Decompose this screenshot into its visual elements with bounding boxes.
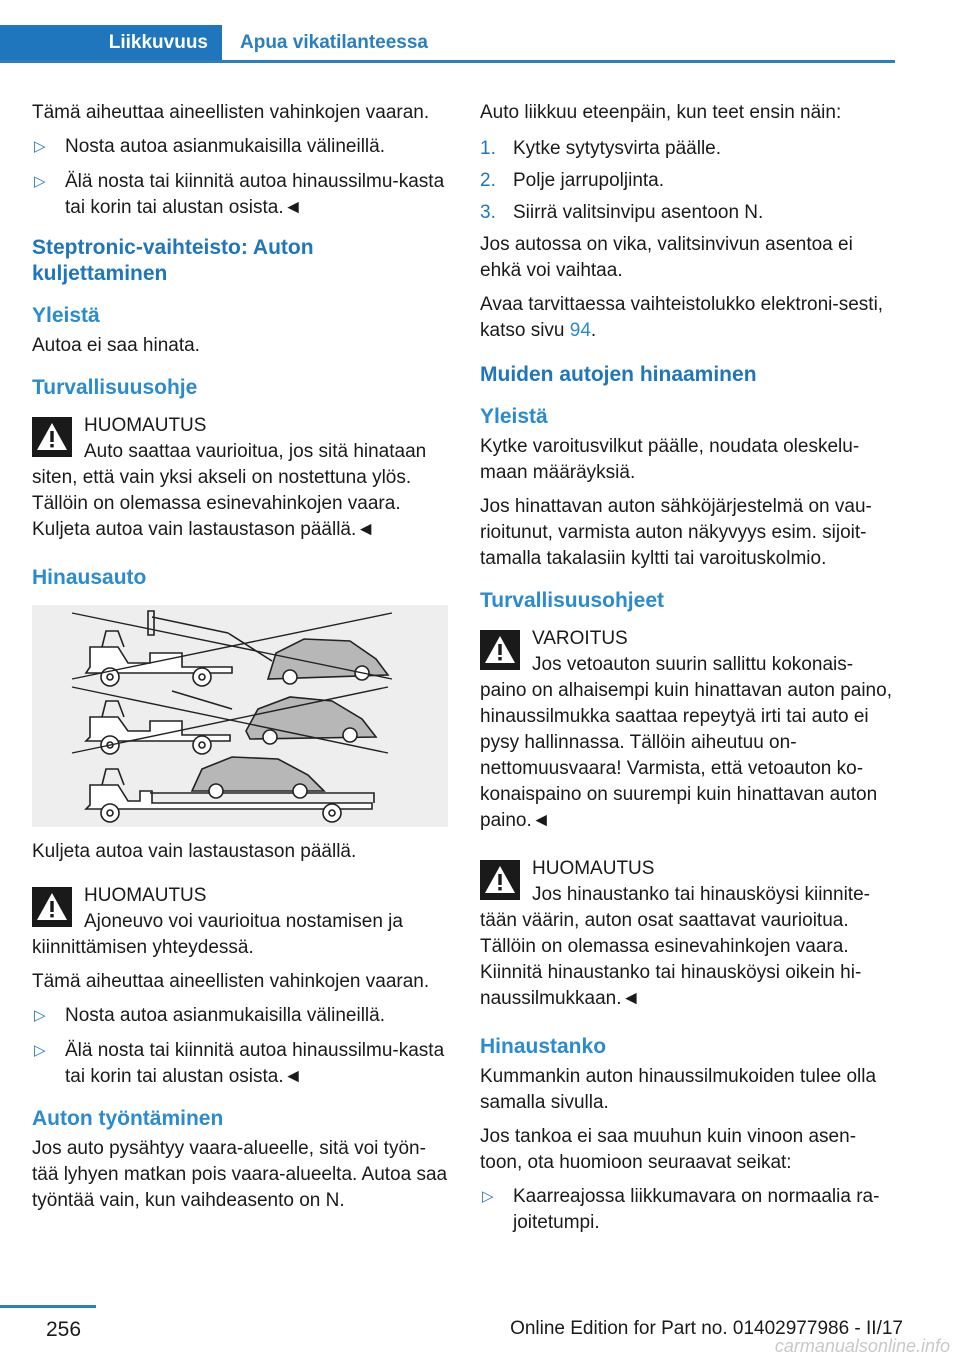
warning-title: VAROITUS (532, 628, 628, 649)
warning-text: tään väärin, auton osat saattavat vaurioitua. Tällöin on olemassa esinevahinkojen vaara. Kiinnitä hinaustanko tai hinausköysi oikein hi-naussilmukkaan.◄ (480, 910, 862, 1009)
section-tab-bar (0, 25, 895, 63)
warning-text: paino on alhaisempi kuin hinattavan auton paino, hinaussilmukka saattaa repeytyä irti tai auto ei pysy hallinnassa. Tällöin aiheutuu on-nettomuusvaara! Varmista, että vetoauton ko-konaispaino on suurempi kuin hinattavan auton paino.◄ (480, 680, 892, 831)
paragraph: Tämä aiheuttaa aineellisten vahinkojen vaaran. (32, 102, 430, 123)
warning-first-line: Jos vetoauton suurin sallittu kokonais- (532, 654, 854, 675)
step-text: Kytke sytytysvirta päälle. (513, 138, 722, 159)
bullet-item (32, 1003, 448, 1029)
section-heading-steptronic: Steptronic-vaihteisto: Auton kuljettaminen (32, 236, 314, 285)
subheading-yleista: Yleistä (480, 405, 548, 428)
warning-triangle-icon (480, 630, 520, 670)
paragraph: Autoa ei saa hinata. (32, 335, 200, 356)
subheading-auton-tyontaminen: Auton työntäminen (32, 1107, 224, 1130)
warning-notice (480, 856, 896, 1012)
footer-rule (0, 1305, 96, 1308)
tab-liikkuvuus[interactable]: Liikkuvuus (0, 25, 222, 60)
paragraph: Jos tankoa ei saa muuhun kuin vinoon asen-toon, ota huomioon seuraavat seikat: (480, 1126, 857, 1173)
bullet-text: Älä nosta tai kiinnitä autoa hinaussilmu-kasta tai korin tai alustan osista.◄ (65, 171, 445, 218)
bullet-item (32, 1038, 448, 1090)
warning-title: HUOMAUTUS (84, 415, 207, 436)
edition-note: Online Edition for Part no. 01402977986 - II/17 (510, 1318, 903, 1339)
bullet-item (32, 134, 448, 160)
warning-triangle-icon (480, 860, 520, 900)
warning-notice (32, 883, 448, 961)
step-text: Siirrä valitsinvipu asentoon N. (513, 202, 764, 223)
paragraph-with-link (480, 292, 896, 344)
left-column (32, 100, 448, 1222)
bullet-triangle-icon: ▷ (34, 138, 46, 155)
step-number: 3. (480, 202, 496, 223)
warning-first-line: Ajoneuvo voi vaurioitua nostamisen ja (84, 911, 403, 932)
subheading-hinausauto: Hinausauto (32, 566, 147, 589)
warning-text: kiinnittämisen yhteydessä. (32, 937, 254, 958)
paragraph: Jos hinattavan auton sähköjärjestelmä on vau-rioitunut, varmista auton näkyvyys esim. sijoit-tamalla takalasiin kyltti tai varoituskolmio. (480, 496, 872, 569)
paragraph: Jos auto pysähtyy vaara-alueelle, sitä voi työn-tää lyhyen matkan pois vaara-alueelta. Autoa saa työntää vain, kun vaihdeasento on N. (32, 1138, 448, 1211)
bullet-text: Älä nosta tai kiinnitä autoa hinaussilmu-kasta tai korin tai alustan osista.◄ (65, 1040, 445, 1087)
paragraph: Kummankin auton hinaussilmukoiden tulee olla samalla sivulla. (480, 1066, 877, 1113)
paragraph: Jos autossa on vika, valitsinvivun asentoa ei ehkä voi vaihtaa. (480, 234, 853, 281)
bullet-text: Nosta autoa asianmukaisilla välineillä. (65, 136, 386, 157)
paragraph: Kuljeta autoa vain lastaustason päällä. (32, 841, 357, 862)
paragraph: Kytke varoitusvilkut päälle, noudata oleskelu-maan määräyksiä. (480, 436, 860, 483)
paragraph: Auto liikkuu eteenpäin, kun teet ensin näin: (480, 102, 842, 123)
section-heading-muiden-autojen-hinaaminen: Muiden autojen hinaaminen (480, 363, 757, 386)
bullet-item (32, 169, 448, 221)
step-number: 1. (480, 138, 496, 159)
warning-first-line: Jos hinaustanko tai hinausköysi kiinnite- (532, 884, 870, 905)
bullet-text: Nosta autoa asianmukaisilla välineillä. (65, 1005, 386, 1026)
step-number: 2. (480, 170, 496, 191)
warning-title: HUOMAUTUS (84, 885, 207, 906)
bullet-triangle-icon: ▷ (34, 1042, 46, 1059)
page-number: 256 (46, 1318, 82, 1341)
tow-truck-drawing (32, 605, 448, 827)
subheading-turvallisuusohje: Turvallisuusohje (32, 376, 198, 399)
warning-first-line: Auto saattaa vaurioitua, jos sitä hinataan (84, 441, 427, 462)
numbered-step (480, 136, 896, 162)
subheading-yleista: Yleistä (32, 304, 100, 327)
paragraph-text: Avaa tarvittaessa vaihteistolukko elektroni-sesti, katso sivu (480, 294, 884, 341)
paragraph-text-end: . (590, 320, 597, 341)
tab-apua-vikatilanteessa[interactable]: Apua vikatilanteessa (240, 32, 428, 53)
bullet-text: Kaarreajossa liikkumavara on normaalia ra-joitetumpi. (513, 1186, 880, 1233)
bullet-item (480, 1184, 896, 1236)
subheading-turvallisuusohjeet: Turvallisuusohjeet (480, 589, 664, 612)
subheading-hinaustanko: Hinaustanko (480, 1035, 607, 1058)
bullet-triangle-icon: ▷ (34, 1007, 46, 1024)
watermark: carmanualsonline.info (774, 1336, 950, 1356)
bullet-triangle-icon: ▷ (34, 173, 46, 190)
warning-text: siten, että vain yksi akseli on nostettuna ylös. Tällöin on olemassa esinevahinkojen vaara. Kuljeta autoa vain lastaustason päällä.◄ (32, 467, 412, 540)
right-column (480, 100, 896, 1245)
warning-triangle-icon (32, 887, 72, 927)
step-text: Polje jarrupoljinta. (513, 170, 665, 191)
warning-notice (32, 413, 448, 543)
warning-triangle-icon (32, 417, 72, 457)
tow-truck-illustration (32, 605, 448, 827)
paragraph: Tämä aiheuttaa aineellisten vahinkojen vaaran. (32, 971, 430, 992)
bullet-triangle-icon: ▷ (482, 1188, 494, 1205)
warning-notice (480, 626, 896, 834)
numbered-step (480, 168, 896, 194)
warning-title: HUOMAUTUS (532, 858, 655, 879)
page-reference-link[interactable]: 94 (569, 320, 591, 341)
numbered-step (480, 200, 896, 226)
